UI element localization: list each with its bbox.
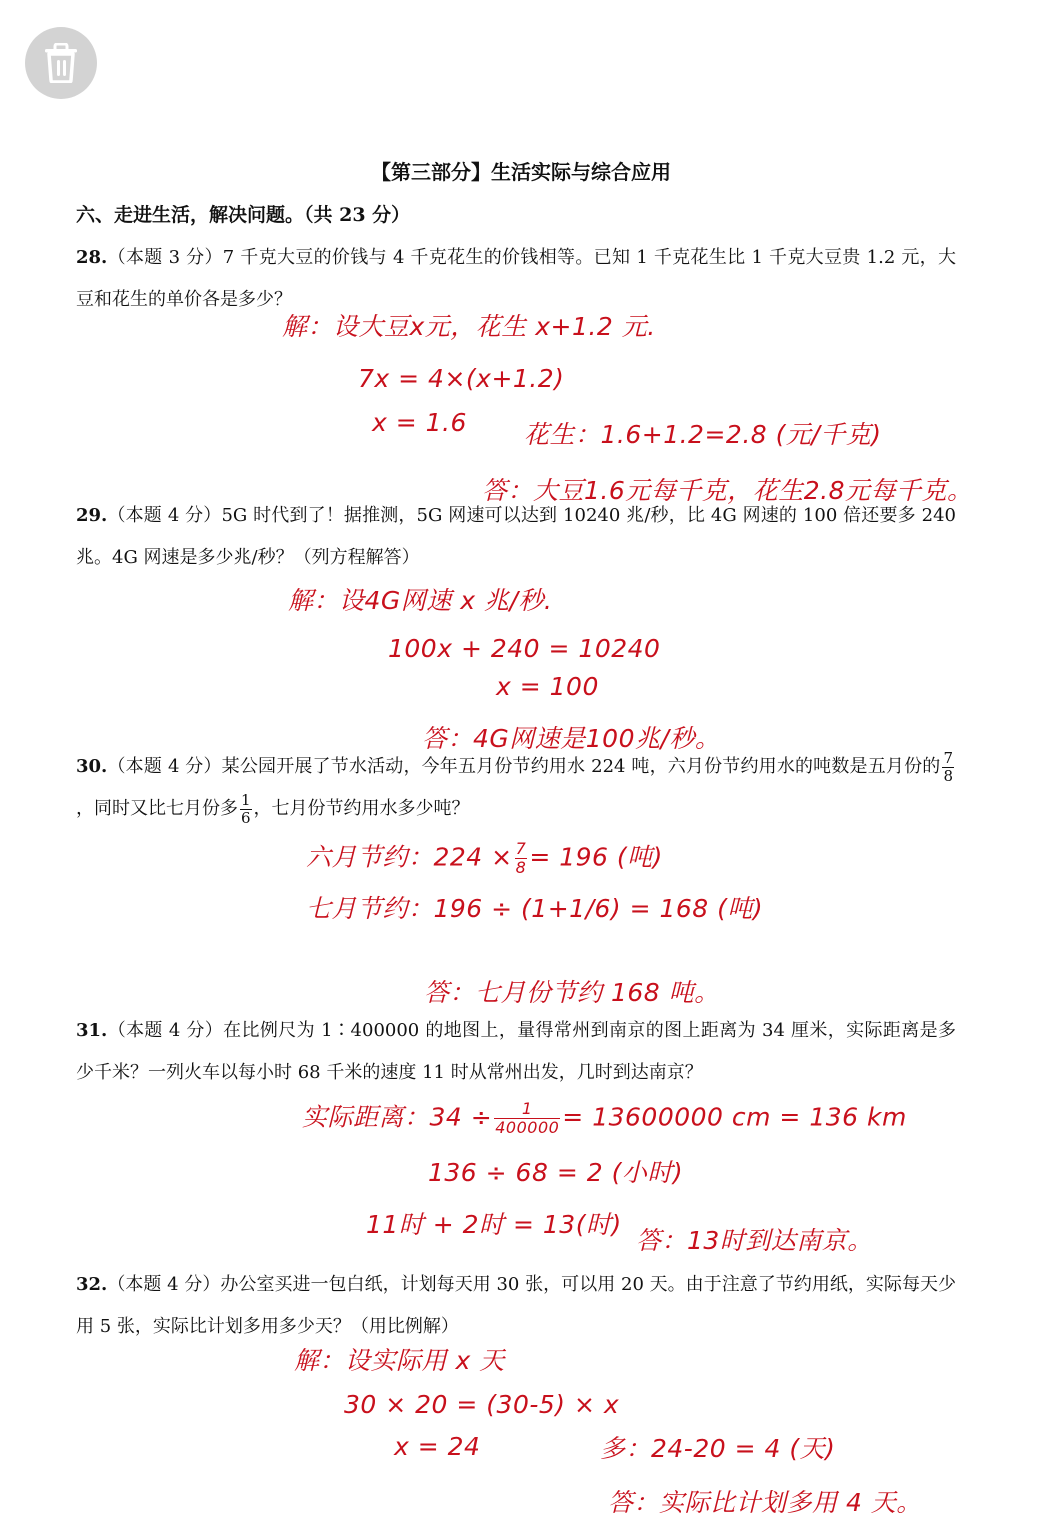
question-32	[76, 1264, 956, 1348]
q29-work-line-1: 解：设4G网速 x 兆/秒.	[288, 586, 553, 615]
part-title: 【第三部分】生活实际与综合应用	[371, 160, 671, 184]
q31-answer: 答：13时到达南京。	[636, 1226, 873, 1255]
question-text: （本题 3 分）7 千克大豆的价钱与 4 千克花生的价钱相等。已知 1 千克花生比 1 千克大豆贵 1.2 元，大豆和花生的单价各是多少？	[76, 247, 956, 310]
q30-answer: 答：七月份节约 168 吨。	[424, 978, 720, 1007]
q31-work-line-2: 136 ÷ 68 = 2 (小时)	[428, 1158, 684, 1187]
q29-work-line-2: 100x + 240 = 10240	[388, 634, 661, 663]
trash-icon	[42, 43, 80, 83]
question-29	[76, 495, 956, 579]
question-number: 28.	[76, 247, 108, 268]
question-28	[76, 237, 956, 321]
q28-work-line-1: 解：设大豆x元，花生 x+1.2 元.	[282, 312, 656, 341]
question-text: （本题 4 分）5G 时代到了！据推测，5G 网速可以达到 10240 兆/秒，比 4G 网速的 100 倍还要多 240 兆。4G 网速是多少兆/秒？（列方程解答）	[76, 505, 956, 568]
question-text: （本题 4 分）在比例尺为 1∶400000 的地图上，量得常州到南京的图上距离为 34 厘米，实际距离是多少千米？一列火车以每小时 68 千米的速度 11 时从常州出发，几时到达南京？	[76, 1020, 956, 1083]
delete-button[interactable]	[25, 27, 97, 99]
q32-work-line-4: 多：24-20 = 4 (天)	[600, 1434, 836, 1463]
question-number: 32.	[76, 1274, 108, 1295]
q29-answer: 答：4G网速是100兆/秒。	[422, 724, 721, 753]
question-text: ，七月份节约用水多少吨？	[253, 798, 470, 819]
fraction-one-sixth: $\frac{1}{6}$	[241, 790, 251, 827]
section-heading: 六、走进生活，解决问题。（共 23 分）	[76, 204, 411, 226]
q32-work-line-1: 解：设实际用 x 天	[294, 1346, 505, 1375]
q28-answer: 答：大豆1.6元每千克，花生2.8元每千克。	[482, 476, 973, 505]
fraction-seven-eighths: $\frac{7}{8}$	[943, 748, 953, 785]
question-number: 30.	[76, 756, 108, 777]
q28-work-line-3: x = 1.6	[372, 408, 467, 437]
q32-work-line-2: 30 × 20 = (30-5) × x	[344, 1390, 620, 1419]
q32-answer: 答：实际比计划多用 4 天。	[608, 1488, 922, 1517]
q31-work-line-1: 实际距离：34 ÷ $\frac{1}{400000}$ = 13600000 cm = 136 km	[302, 1099, 907, 1137]
fraction: $\frac{7}{8}$	[515, 839, 527, 877]
q28-work-line-2: 7x = 4×(x+1.2)	[358, 364, 565, 393]
question-31	[76, 1010, 956, 1094]
q32-work-line-3: x = 24	[394, 1432, 481, 1461]
fraction: $\frac{1}{400000}$	[495, 1099, 560, 1137]
question-text: （本题 4 分）办公室买进一包白纸，计划每天用 30 张，可以用 20 天。由于注意了节约用纸，实际每天少用 5 张，实际比计划多用多少天？（用比例解）	[76, 1274, 956, 1337]
question-30	[76, 746, 956, 830]
question-number: 31.	[76, 1020, 108, 1041]
q29-work-line-3: x = 100	[496, 672, 599, 701]
question-number: 29.	[76, 505, 108, 526]
q31-work-line-3: 11时 + 2时 = 13(时)	[366, 1210, 622, 1239]
q30-work-line-1: 六月节约：224 × $\frac{7}{8}$ = 196 (吨)	[306, 839, 663, 877]
q28-work-line-4: 花生：1.6+1.2=2.8 (元/千克)	[524, 420, 882, 449]
q30-work-line-2: 七月节约：196 ÷ (1+1/6) = 168 (吨)	[306, 894, 764, 923]
question-text: ，同时又比七月份多	[76, 798, 238, 819]
question-text: （本题 4 分）某公园开展了节水活动，今年五月份节约用水 224 吨，六月份节约用水的吨数是五月份的	[107, 756, 941, 777]
